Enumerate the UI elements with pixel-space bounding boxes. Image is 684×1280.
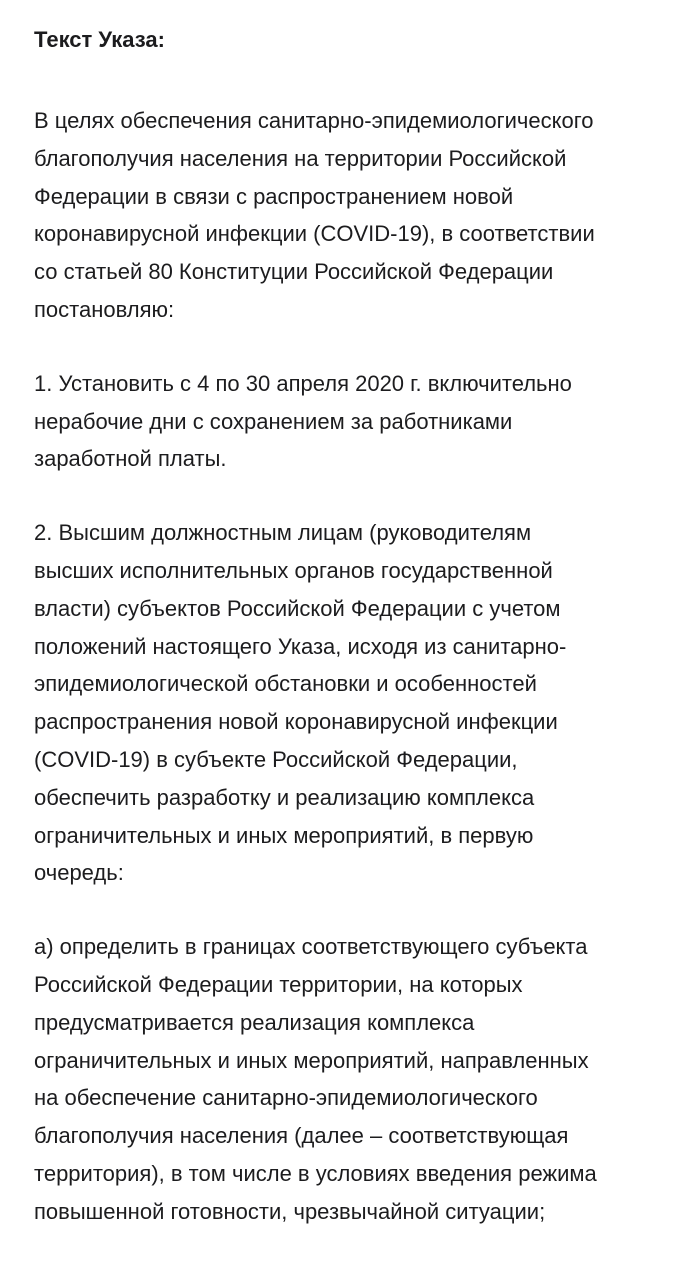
text-line: заработной платы. [34,446,227,472]
paragraph-subitem-a [34,928,650,1230]
text-line: благополучия населения (далее – соответствующая [34,1123,569,1149]
text-line: предусматривается реализация комплекса [34,1009,475,1035]
text-line: (COVID-19) в субъекте Российской Федерации, [34,746,518,772]
text-line: на обеспечение санитарно-эпидемиологического [34,1085,538,1111]
text-line: Федерации в связи с распространением новой [34,183,514,209]
text-line: высших исполнительных органов государственной [34,557,553,583]
text-line: В целях обеспечения санитарно-эпидемиологического [34,108,594,133]
paragraph-preamble [34,102,650,329]
paragraph-item-2 [34,514,650,892]
text-line: положений настоящего Указа, исходя из санитарно- [34,633,567,659]
text-line: постановляю: [34,296,175,322]
text-line: со статьей 80 Конституции Российской Федерации [34,259,554,285]
text-line: 2. Высшим должностным лицам (руководителям [34,520,532,546]
text-line: власти) субъектов Российской Федерации с учетом [34,595,561,621]
text-line: коронавирусной инфекции (COVID-19), в соответствии [34,221,595,247]
text-line: Российской Федерации территории, на которых [34,971,523,997]
text-line: распространения новой коронавирусной инфекции [34,709,558,735]
text-line: обеспечить разработку и реализацию комплекса [34,784,535,810]
text-line: благополучия населения на территории Российской [34,145,567,171]
paragraph-item-1 [34,365,650,478]
text-line: территория), в том числе в условиях введения режима [34,1160,597,1186]
text-line: а) определить в границах соответствующего субъекта [34,934,588,960]
document-title: Текст Указа: [34,27,165,52]
text-line: нерабочие дни с сохранением за работниками [34,408,513,434]
text-line: ограничительных и иных мероприятий, в первую [34,822,534,848]
text-line: эпидемиологической обстановки и особенностей [34,671,537,697]
text-line: 1. Установить с 4 по 30 апреля 2020 г. включительно [34,370,572,396]
text-line: ограничительных и иных мероприятий, направленных [34,1047,589,1073]
text-line: очередь: [34,860,124,886]
text-line: повышенной готовности, чрезвычайной ситуации; [34,1198,546,1224]
